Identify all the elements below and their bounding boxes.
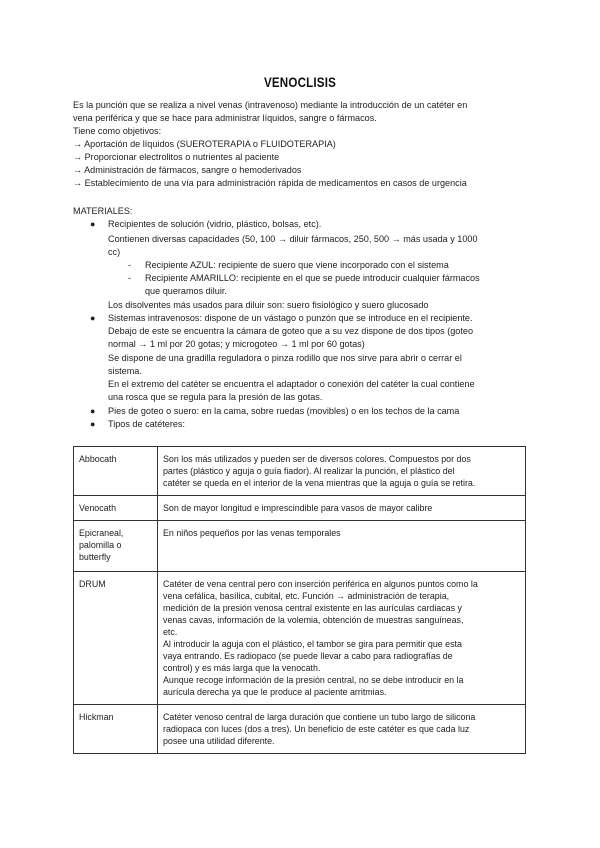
page-title: VENOCLISIS bbox=[263, 75, 337, 90]
intro-line: vena periférica y que se hace para administrar líquidos, sangre o fármacos. bbox=[73, 113, 377, 123]
catheter-name: Hickman bbox=[79, 712, 114, 722]
material-item-text: normal → 1 ml por 20 gotas; y microgoteo → 1 ml por 60 gotas) bbox=[108, 339, 365, 349]
catheter-desc-line: partes (plástico y aguja o guía fiador). Al realizar la punción, el plástico del bbox=[163, 466, 455, 476]
catheter-desc-line: vena cefálica, basílica, cubital, etc. Función → administración de terapia, bbox=[163, 591, 450, 601]
catheter-desc-line: etc. bbox=[163, 627, 178, 637]
material-item-text: una rosca que se regula para la presión de las gotas. bbox=[108, 392, 323, 402]
catheter-desc-line: Catéter de vena central pero con inserción periférica en algunos puntos como la bbox=[163, 579, 478, 589]
objective-item: → Aportación de líquidos (SUEROTERAPIA o FLUIDOTERAPIA) bbox=[73, 139, 336, 149]
objective-item: → Establecimiento de una vía para administración rápida de medicamentos en casos de urgencia bbox=[73, 178, 467, 188]
sub-bullet-icon: - bbox=[128, 273, 131, 283]
table-row bbox=[74, 521, 526, 572]
material-item-head: Sistemas intravenosos: dispone de un vástago o punzón que se introduce en el recipiente. bbox=[108, 313, 473, 323]
table-row bbox=[74, 705, 526, 754]
catheter-desc-line: Son los más utilizados y pueden ser de diversos colores. Compuestos por dos bbox=[163, 454, 471, 464]
catheter-name: Epicraneal, bbox=[79, 528, 124, 538]
material-item-head: Recipientes de solución (vidrio, plástico, bolsas, etc). bbox=[108, 219, 322, 229]
catheter-desc-line: control) y es más larga que la venocath. bbox=[163, 663, 321, 673]
intro-line: Es la punción que se realiza a nivel venas (intravenoso) mediante la introducción de un catéter en bbox=[73, 100, 468, 110]
material-item-text: Debajo de este se encuentra la cámara de goteo que a su vez dispone de dos tipos (goteo bbox=[108, 326, 474, 336]
bullet-icon: ● bbox=[90, 406, 96, 416]
material-item-head: Pies de goteo o suero: en la cama, sobre ruedas (movibles) o en los techos de la cama bbox=[108, 406, 460, 416]
catheter-desc-line: vaya entrando. Es radiopaco (se puede llevar a cabo para radiografías de bbox=[163, 651, 453, 661]
catheter-name: palomilla o bbox=[79, 540, 122, 550]
catheter-name-cell bbox=[74, 572, 158, 705]
catheter-name: Venocath bbox=[79, 503, 117, 513]
catheter-desc-cell bbox=[158, 447, 526, 496]
sub-item-text: que queramos diluir. bbox=[145, 286, 227, 296]
sub-item-text: Recipiente AZUL: recipiente de suero que viene incorporado con el sistema bbox=[145, 260, 449, 270]
materials-heading: MATERIALES: bbox=[73, 206, 133, 216]
catheter-desc-line: radiopaca con luces (dos a tres). Un beneficio de este catéter es que cada luz bbox=[163, 724, 470, 734]
table-row bbox=[74, 496, 526, 521]
material-item-text: cc) bbox=[108, 247, 121, 257]
catheter-desc-cell bbox=[158, 521, 526, 572]
material-item-head: Tipos de catéteres: bbox=[108, 419, 185, 429]
catheter-name: Abbocath bbox=[79, 454, 117, 464]
material-item-text: En el extremo del catéter se encuentra el adaptador o conexión del catéter la cual contiene bbox=[108, 379, 475, 389]
catheter-desc-line: posee una utilidad diferente. bbox=[163, 736, 275, 746]
catheter-name-cell bbox=[74, 496, 158, 521]
objective-item: → Proporcionar electrolitos o nutrientes al paciente bbox=[73, 152, 280, 162]
catheter-types-table bbox=[73, 446, 526, 754]
objective-item: → Administración de fármacos, sangre o hemoderivados bbox=[73, 165, 302, 175]
bullet-icon: ● bbox=[90, 419, 96, 429]
material-item-text: Contienen diversas capacidades (50, 100 → diluir fármacos, 250, 500 → más usada y 1000 bbox=[108, 234, 478, 244]
catheter-desc-line: aurícula derecha ya que le produce al paciente arritmias. bbox=[163, 687, 387, 697]
catheter-desc-cell bbox=[158, 572, 526, 705]
catheter-desc-cell bbox=[158, 705, 526, 754]
material-item-text: Los disolventes más usados para diluir son: suero fisiológico y suero glucosado bbox=[108, 300, 429, 310]
material-item-text: Se dispone de una gradilla reguladora o pinza rodillo que nos sirve para abrir o cerrar el bbox=[108, 353, 462, 363]
sub-item-text: Recipiente AMARILLO: recipiente en el que se puede introducir cualquier fármacos bbox=[145, 273, 480, 283]
catheter-desc-line: En niños pequeños por las venas temporales bbox=[163, 528, 341, 538]
table-row bbox=[74, 447, 526, 496]
catheter-name-cell bbox=[74, 521, 158, 572]
catheter-name: DRUM bbox=[79, 579, 106, 589]
catheter-desc-line: catéter se queda en el interior de la vena mientras que la aguja o guía se retira. bbox=[163, 478, 476, 488]
catheter-desc-line: medición de la presión venosa central existente en las aurículas cardiacas y bbox=[163, 603, 462, 613]
sub-bullet-icon: - bbox=[128, 260, 131, 270]
catheter-desc-line: Aunque recoge información de la presión central, no se debe introducir en la bbox=[163, 675, 464, 685]
material-item-text: sistema. bbox=[108, 366, 142, 376]
catheter-name-cell bbox=[74, 447, 158, 496]
table-row bbox=[74, 572, 526, 705]
catheter-desc-line: Catéter venoso central de larga duración que contiene un tubo largo de silicona bbox=[163, 712, 476, 722]
catheter-name: butterfly bbox=[79, 552, 111, 562]
intro-line: Tiene como objetivos: bbox=[73, 126, 162, 136]
catheter-desc-line: venas cavas, información de la volemia, obtención de muestras sanguíneas, bbox=[163, 615, 464, 625]
bullet-icon: ● bbox=[90, 313, 96, 323]
catheter-desc-line: Al introducir la aguja con el plástico, el tambor se gira para permitir que esta bbox=[163, 639, 462, 649]
catheter-desc-line: Son de mayor longitud e imprescindible para vasos de mayor calibre bbox=[163, 503, 433, 513]
catheter-name-cell bbox=[74, 705, 158, 754]
bullet-icon: ● bbox=[90, 219, 96, 229]
catheter-desc-cell bbox=[158, 496, 526, 521]
